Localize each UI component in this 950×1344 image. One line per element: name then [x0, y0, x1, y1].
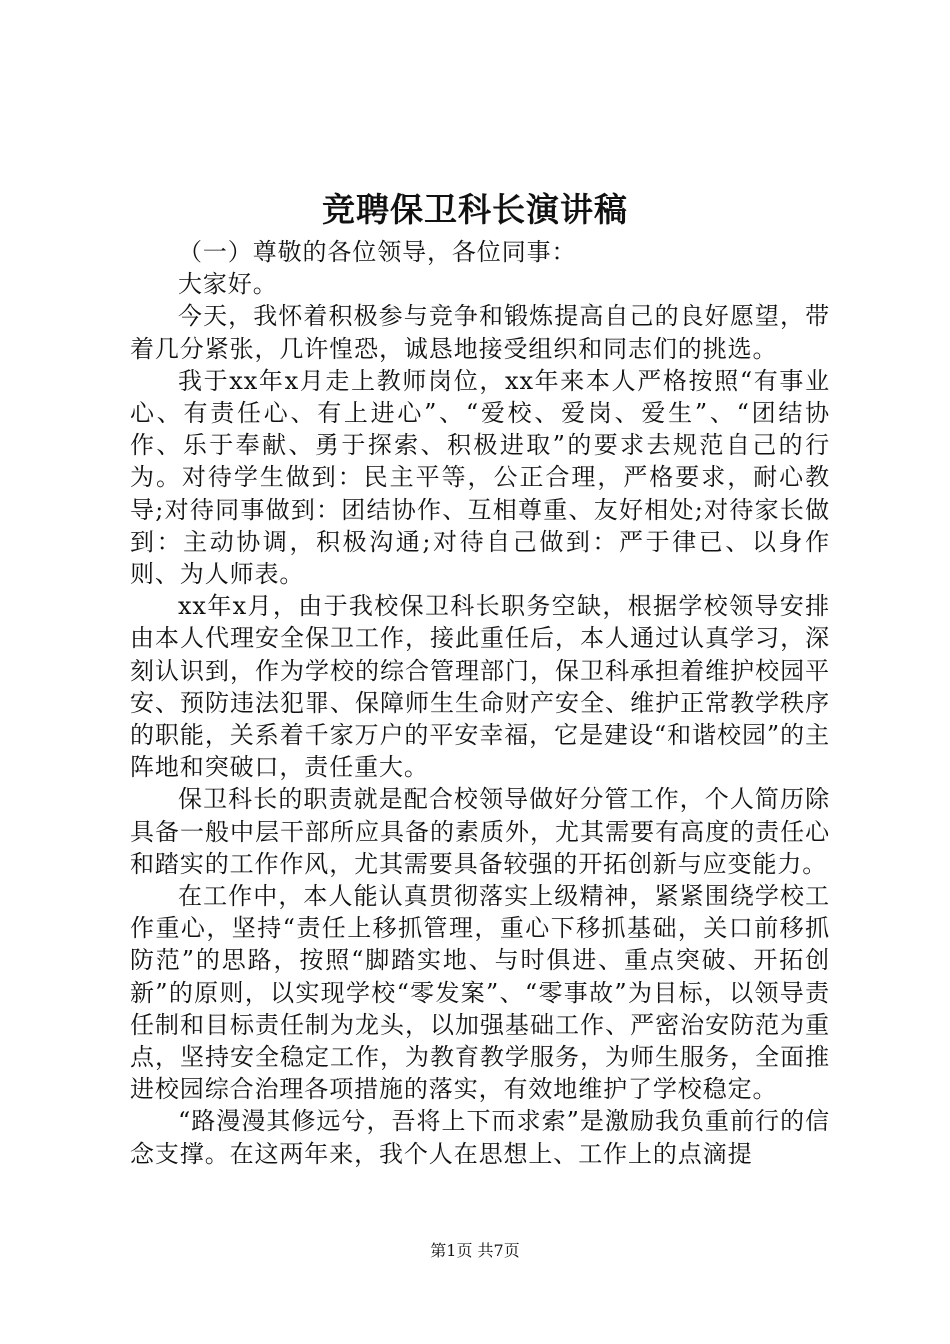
document-title: 竞聘保卫科长演讲稿 [322, 190, 628, 229]
body-paragraph: 在工作中，本人能认真贯彻落实上级精神，紧紧围绕学校工作重心，坚持“责任上移抓管理，重心下移抓基础，关口前移抓防范”的思路，按照“脚踏实地、与时俱进、重点突破、开拓创新”的原则，以实现学校“零发案”、“零事故”为目标，以领导责任制和目标责任制为龙头，以加强基础工作、严密治安防范为重点，坚持安全稳定工作，为教育教学服务，为师生服务，全面推进校园综合治理各项措施的落实，有效地维护了学校稳定。 [130, 882, 830, 1104]
body-paragraph: xx年x月，由于我校保卫科长职务空缺，根据学校领导安排由本人代理安全保卫工作，接此重任后，本人通过认真学习，深刻认识到，作为学校的综合管理部门，保卫科承担着维护校园平安、预防违法犯罪、保障师生生命财产安全、维护正常教学秩序的职能，关系着千家万户的平安幸福，它是建设“和谐校园”的主阵地和突破口，责任重大。 [130, 592, 830, 782]
body-paragraph: “路漫漫其修远兮，吾将上下而求索”是激励我负重前行的信念支撑。在这两年来，我个人在思想上、工作上的点滴提 [130, 1107, 830, 1168]
body-paragraph: 今天，我怀着积极参与竞争和锻炼提高自己的良好愿望，带着几分紧张，几许惶恐，诚恳地接受组织和同志们的挑选。 [130, 302, 830, 363]
salutation-paragraph: （一）尊敬的各位领导，各位同事： [178, 238, 577, 266]
greeting-paragraph: 大家好。 [178, 270, 278, 299]
body-paragraph: 保卫科长的职责就是配合校领导做好分管工作，个人简历除具备一般中层干部所应具备的素质外，尤其需要有高度的责任心和踏实的工作作风，尤其需要具备较强的开拓创新与应变能力。 [130, 785, 830, 878]
document-body [130, 236, 830, 1170]
page-number-footer: 第1页 共7页 [430, 1241, 520, 1260]
body-paragraph: 我于xx年x月走上教师岗位，xx年来本人严格按照“有事业心、有责任心、有上进心”、“爱校、爱岗、爱生”、“团结协作、乐于奉献、勇于探索、积极进取”的要求去规范自己的行为。对待学生做到：民主平等，公正合理，严格要求，耐心教导;对待同事做到：团结协作、互相尊重、友好相处;对待家长做到：主动协调，积极沟通;对待自己做到：严于律已、以身作则、为人师表。 [130, 366, 830, 589]
